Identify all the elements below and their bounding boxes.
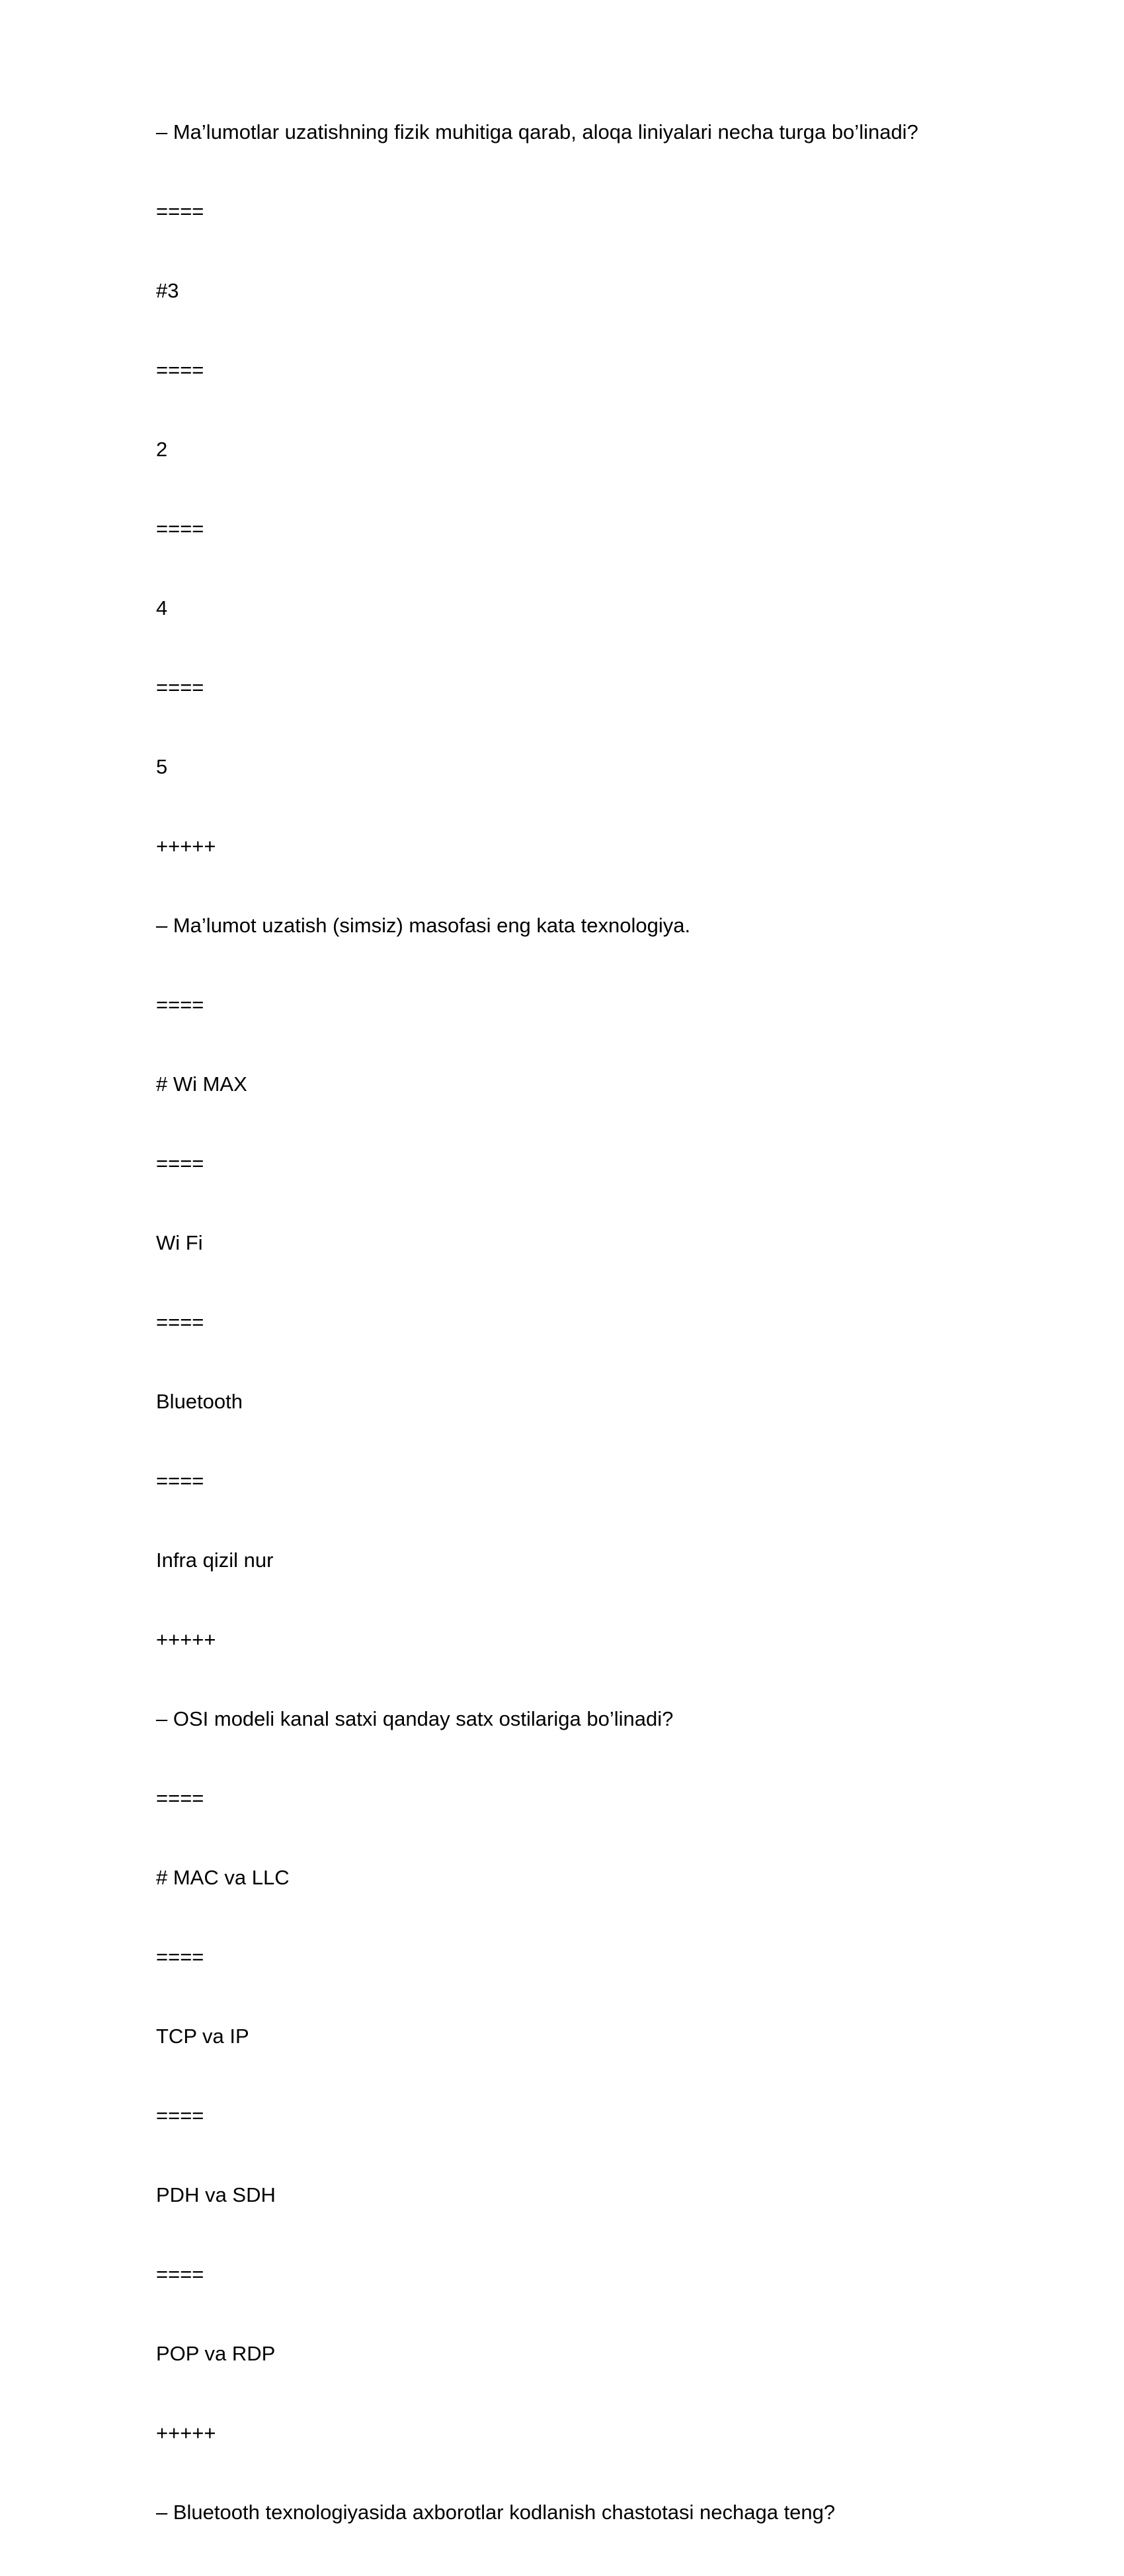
question-text: – Bluetooth texnologiyasida axborotlar kodlanish chastotasi nechaga teng? [156,2501,836,2524]
answer-option: 2 [156,438,168,461]
option-separator: ==== [156,993,204,1016]
option-separator: ==== [156,517,204,540]
answer-option: Infra qizil nur [156,1549,274,1572]
answer-option: TCP va IP [156,2025,249,2048]
answer-option: Bluetooth [156,1390,243,1413]
question-text: – Ma’lumot uzatish (simsiz) masofasi eng kata texnologiya. [156,914,691,937]
answer-option: 5 [156,755,168,778]
option-separator: ==== [156,200,204,223]
option-separator: ==== [156,676,204,699]
option-separator: ==== [156,2263,204,2286]
question-separator: +++++ [156,2421,216,2444]
correct-answer-option: # MAC va LLC [156,1866,290,1889]
document-body [156,116,1002,2576]
answer-option: POP va RDP [156,2342,276,2365]
option-separator: ==== [156,1310,204,1334]
option-separator: ==== [156,1945,204,1968]
question-text: – OSI modeli kanal satxi qanday satx ostilariga bo’linadi? [156,1707,674,1730]
option-separator: ==== [156,358,204,382]
option-separator: ==== [156,1469,204,1492]
option-separator: ==== [156,1787,204,1810]
question-separator: +++++ [156,1628,216,1651]
answer-option: PDH va SDH [156,2183,276,2206]
correct-answer-option: # Wi MAX [156,1072,247,1096]
option-separator: ==== [156,2104,204,2127]
question-separator: +++++ [156,834,216,858]
answer-option: 4 [156,596,168,620]
question-text: – Ma’lumotlar uzatishning fizik muhitiga qarab, aloqa liniyalari necha turga bo’linadi? [156,120,918,143]
correct-answer-option: #3 [156,279,179,302]
answer-option: Wi Fi [156,1231,203,1254]
option-separator: ==== [156,1152,204,1175]
